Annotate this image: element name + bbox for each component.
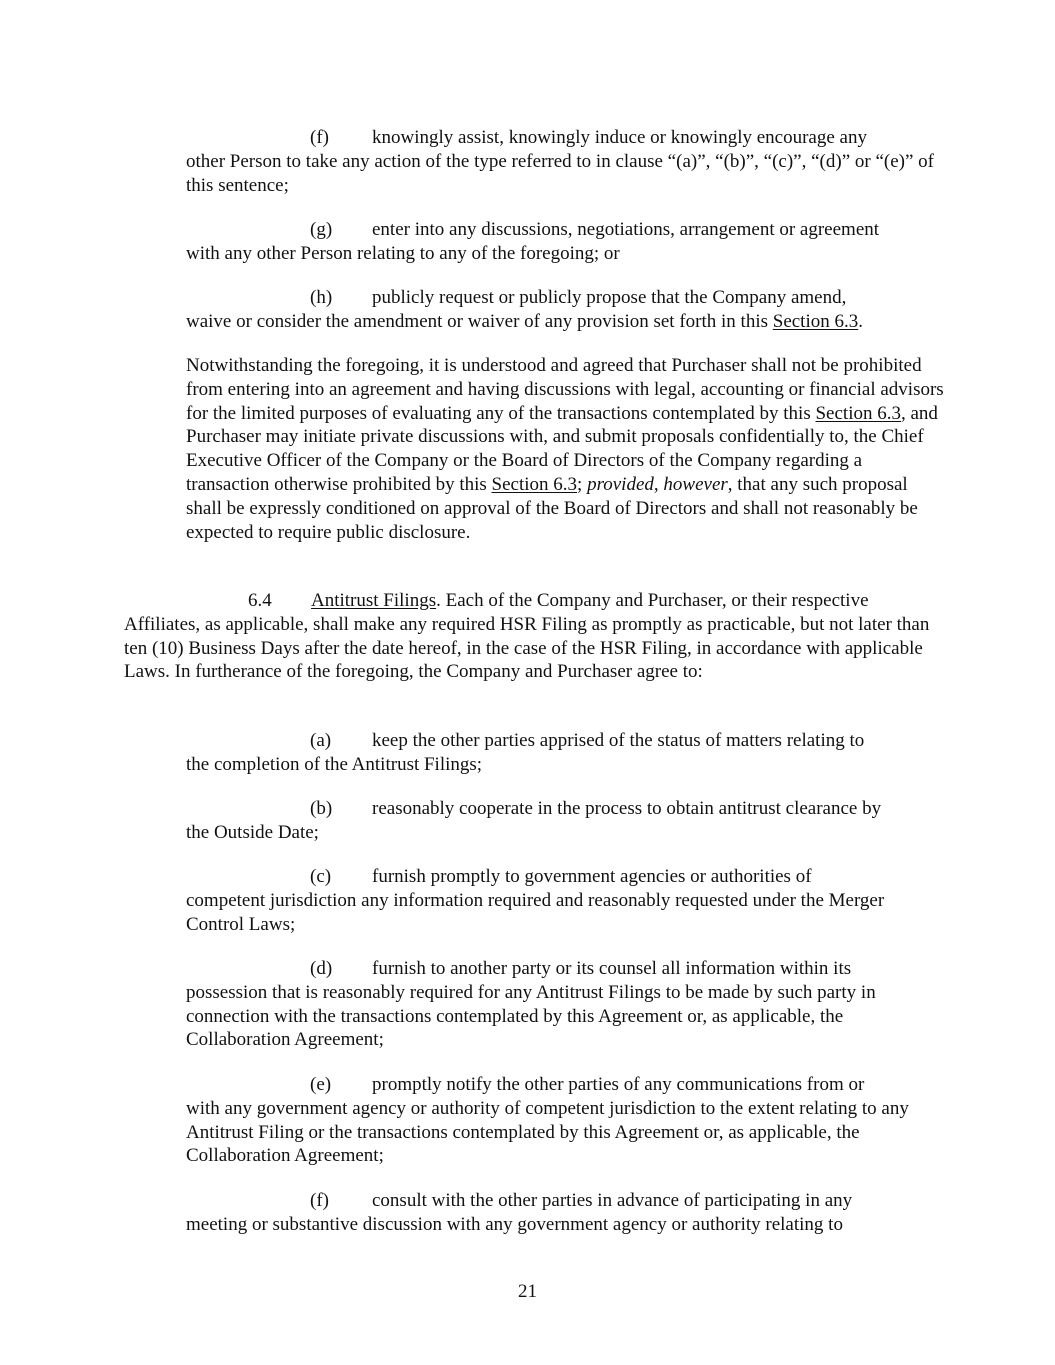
- clause-number: (h): [310, 287, 333, 308]
- clause-number: (c): [310, 866, 332, 887]
- notwithstanding-paragraph: Notwithstanding the foregoing, it is understood and agreed that Purchaser shall not be prohibited from entering into an agreement and having discussions with legal, accounting or financial advisors for the limited purposes of evaluating any of the transactions contemplated by this Section 6.3, and Purchaser may initiate private discussions with, and submit proposals confidentially to, the Chief Executive Officer of the Company or the Board of Directors of the Company regarding a transaction otherwise prohibited by this Section 6.3; provided, however, that any such proposal shall be expressly conditioned on approval of the Board of Directors and shall not reasonably be expected to require public disclosure.: [186, 355, 944, 543]
- section-reference: Section 6.3: [815, 402, 901, 424]
- clause-b: (b) reasonably cooperate in the process to obtain antitrust clearance by the Outside Date;: [186, 798, 882, 843]
- section-heading: Antitrust Filings: [311, 590, 437, 611]
- clause-number: (d): [310, 958, 333, 979]
- clause-number: (g): [310, 219, 333, 240]
- clause-e: (e) promptly notify the other parties of any communications from or with any government agency or authority of competent jurisdiction to the extent relating to any Antitrust Filing or the transactions contemplated by this Agreement or, as applicable, the Collaboration Agreement;: [186, 1074, 909, 1167]
- clause-d: (d) furnish to another party or its counsel all information within its possession that is reasonably required for any Antitrust Filings to be made by such party in connection with the transactions contemplated by this Agreement or, as applicable, the Collaboration Agreement;: [186, 958, 876, 1051]
- section-reference: Section 6.3: [772, 310, 859, 332]
- clause-a: (a) keep the other parties apprised of the status of matters relating to the completion of the Antitrust Filings;: [186, 730, 865, 775]
- section-number: 6.4: [248, 590, 272, 611]
- clause-number: (a): [310, 730, 332, 751]
- clause-f-solicitation: (f) knowingly assist, knowingly induce or knowingly encourage any other Person to take any action of the type referred to in clause “(a)”, “(b)”, “(c)”, “(d)” or “(e)” of this sentence;: [186, 127, 934, 196]
- clause-number: (e): [310, 1074, 332, 1095]
- clause-g: (g) enter into any discussions, negotiations, arrangement or agreement with any other Person relating to any of the foregoing; or: [186, 219, 880, 264]
- clause-c: (c) furnish promptly to government agencies or authorities of competent jurisdiction any information required and reasonably requested under the Merger Control Laws;: [186, 866, 885, 935]
- clause-number: (f): [310, 127, 329, 148]
- section-reference: Section 6.3: [491, 473, 578, 495]
- clause-number: (f): [310, 1190, 329, 1211]
- clause-f-consult: (f) consult with the other parties in advance of participating in any meeting or substantive discussion with any government agency or authority relating to: [186, 1190, 853, 1235]
- clause-number: (b): [310, 798, 333, 819]
- clause-h: (h) publicly request or publicly propose that the Company amend, waive or consider the amendment or waiver of any provision set forth in this Section 6.3.: [186, 287, 863, 332]
- page-number: 21: [518, 1281, 537, 1302]
- section-6-4-antitrust-filings: 6.4 Antitrust Filings. Each of the Company and Purchaser, or their respective Affiliates, as applicable, shall make any required HSR Filing as promptly as practicable, but not later than ten (10) Business Days after the date hereof, in the case of the HSR Filing, in accordance with applicable Laws. In furtherance of the foregoing, the Company and Purchaser agree to:: [124, 590, 930, 683]
